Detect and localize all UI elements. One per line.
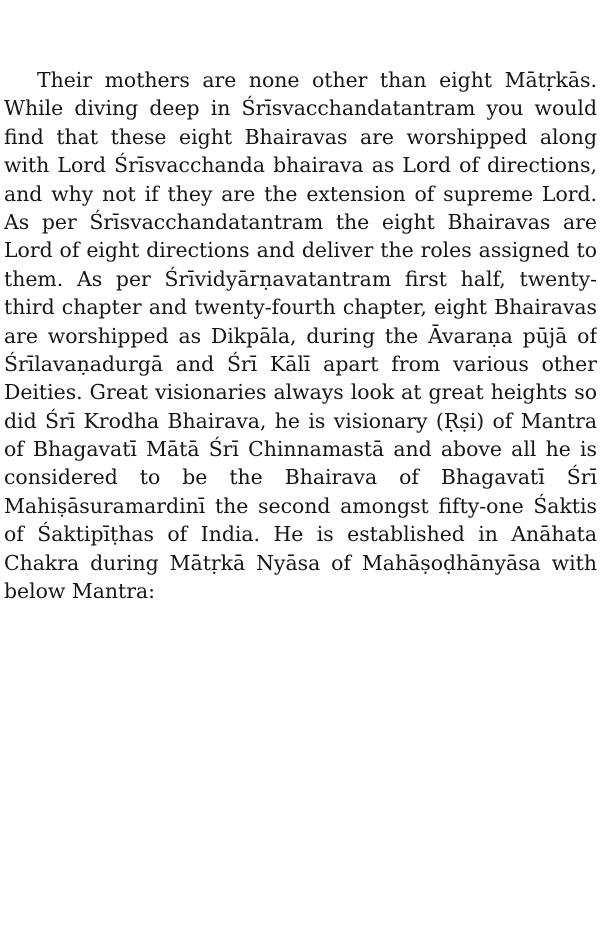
text-line-18: Chakra during Mātṛkā Nyāsa of Mahāṣoḍhānyāsa with <box>4 550 597 575</box>
text-line-1: Their mothers are none other than eight Mātṛkās. <box>37 68 597 92</box>
text-line-14: of Bhagavatī Mātā Śrī Chinnamastā and above all he is <box>4 437 597 462</box>
text-line-2: While diving deep in Śrīsvacchandatantram you would <box>4 96 597 121</box>
text-line-13: did Śrī Krodha Bhairava, he is visionary (Ṛṣi) of Mantra <box>4 408 597 433</box>
text-line-5: and why not if they are the extension of supreme Lord. <box>4 181 597 206</box>
body-paragraph <box>4 66 597 605</box>
text-line-12: Deities. Great visionaries always look at great heights so <box>4 380 597 405</box>
text-line-15: considered to be the Bhairava of Bhagavatī Śrī <box>4 465 597 490</box>
text-line-8: them. As per Śrīvidyārṇavatantram first half, twenty- <box>4 266 597 291</box>
text-line-10: are worshipped as Dikpāla, during the Āvaraṇa pūjā of <box>4 323 597 348</box>
text-line-19: below Mantra: <box>4 579 155 604</box>
text-line-6: As per Śrīsvacchandatantram the eight Bhairavas are <box>4 209 597 234</box>
text-line-9: third chapter and twenty-fourth chapter, eight Bhairavas <box>4 295 597 320</box>
text-line-17: of Śaktipīṭhas of India. He is established in Anāhata <box>4 522 597 547</box>
text-line-7: Lord of eight directions and deliver the roles assigned to <box>4 238 597 263</box>
text-line-3: find that these eight Bhairavas are worshipped along <box>4 124 597 149</box>
text-line-4: with Lord Śrīsvacchanda bhairava as Lord of directions, <box>4 153 597 178</box>
text-line-16: Mahiṣāsuramardinī the second amongst fifty-one Śaktis <box>4 493 597 518</box>
text-line-11: Śrīlavaṇadurgā and Śrī Kālī apart from various other <box>4 351 597 376</box>
